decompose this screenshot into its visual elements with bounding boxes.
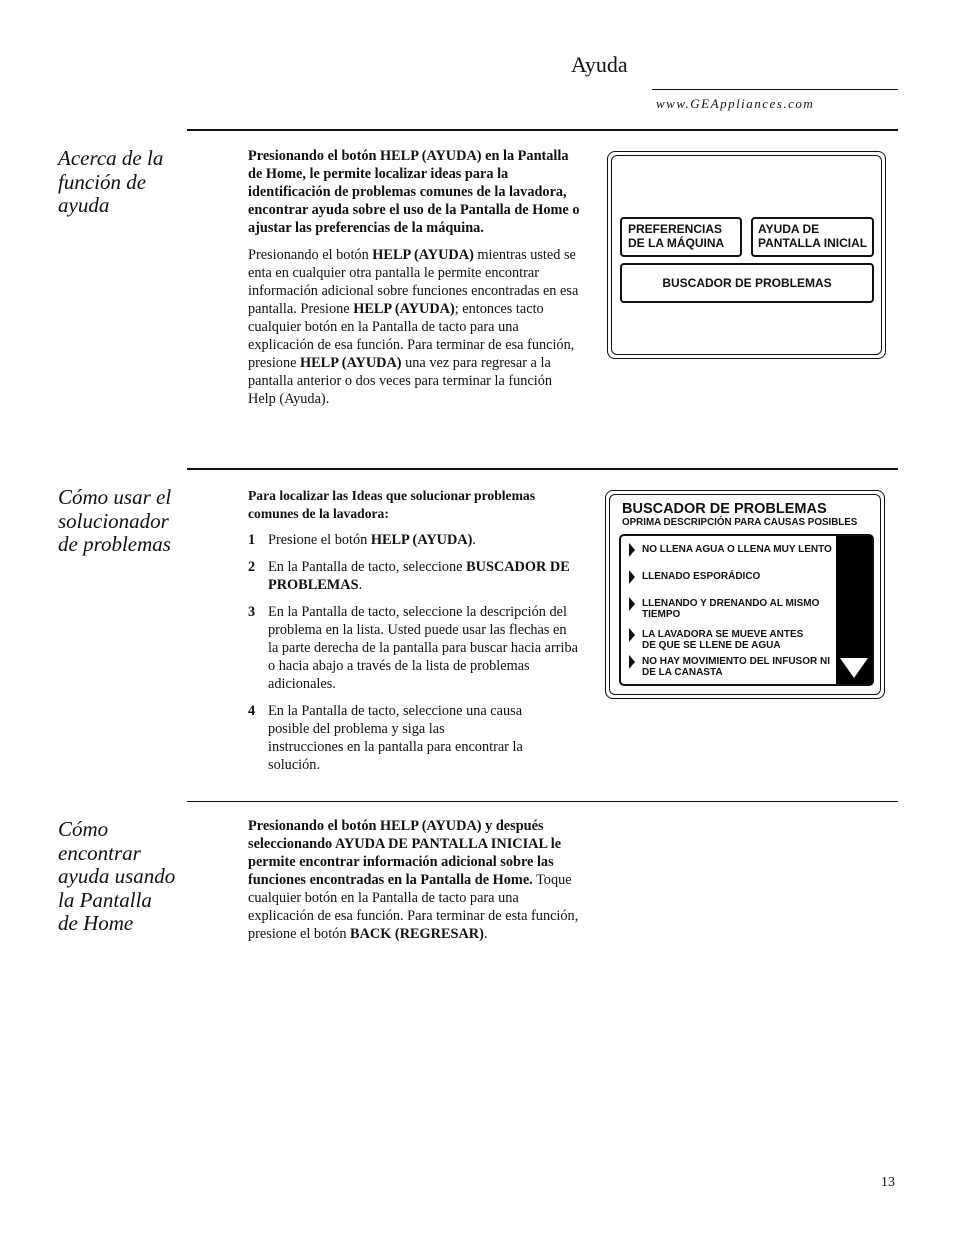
help-screen-illustration <box>607 151 886 359</box>
pointer-icon <box>629 543 635 557</box>
troubleshooter-steps <box>248 531 580 774</box>
section-divider-3 <box>187 801 898 802</box>
machine-preferences-button[interactable]: PREFERENCIAS DE LA MÁQUINA <box>620 217 742 257</box>
pointer-icon <box>629 570 635 584</box>
section-divider-2 <box>187 468 898 470</box>
page-number: 13 <box>881 1175 895 1190</box>
intro-paragraph: Presionando el botón HELP (AYUDA) en la Pantalla de Home, le permite localizar ideas para la identificación de problemas comunes de la lavadora, encontrar ayuda sobre el uso de la Pantalla de Home o ajustar las preferencias de la máquina. <box>248 148 580 236</box>
problem-list-item[interactable]: LA LAVADORA SE MUEVE ANTES DE QUE SE LLENE DE AGUA <box>621 625 836 649</box>
scroll-bar[interactable] <box>836 536 872 684</box>
pointer-icon <box>629 628 635 642</box>
problem-list <box>619 534 874 686</box>
section-body-home-help <box>248 817 580 952</box>
troubleshooter-screen-subtitle: OPRIMA DESCRIPCIÓN PARA CAUSAS POSIBLES <box>622 517 858 528</box>
section-body-help-function <box>248 147 580 417</box>
troubleshooter-screen-illustration <box>605 490 885 699</box>
home-help-paragraph: Presionando el botón HELP (AYUDA) y después seleccionando AYUDA DE PANTALLA INICIAL le permite encontrar información adicional sobre las funciones encontradas en la Pantalla de Home. Toque cualquier botón en la Pantalla de tacto para una explicación de esa función. Para terminar de esta función, presione el botón BACK (REGRESAR). <box>248 818 579 942</box>
step-item: 4 En la Pantalla de tacto, seleccione una causa posible del problema y siga las instrucciones en la pantalla para encontrar la solución. <box>248 703 523 773</box>
scroll-down-arrow-icon[interactable] <box>840 658 868 678</box>
troubleshooter-screen-title: BUSCADOR DE PROBLEMAS <box>622 501 827 517</box>
website-url: www.GEAppliances.com <box>656 96 815 111</box>
page-title: Ayuda <box>571 52 628 77</box>
home-screen-help-button[interactable]: AYUDA DE PANTALLA INICIAL <box>751 217 874 257</box>
section-heading-help-function: Acerca de la función de ayuda <box>58 146 164 217</box>
help-paragraph: Presionando el botón HELP (AYUDA) mientras usted se enta en cualquier otra pantalla le permite encontrar información adicional sobre funciones encontradas en esa pantalla. Presione HELP (AYUDA); entonces tacto cualquier botón en la Pantalla de tacto para una explicación de esa función. Para terminar de esa función, presione HELP (AYUDA) una vez para regresar a la pantalla anterior o dos veces para terminar la función Help (Ayuda). <box>248 247 579 407</box>
problem-list-item[interactable]: LLENADO ESPORÁDICO <box>621 567 836 587</box>
pointer-icon <box>629 655 635 669</box>
problem-list-item[interactable]: NO LLENA AGUA O LLENA MUY LENTO <box>621 540 836 560</box>
troubleshooter-intro: Para localizar las Ideas que solucionar problemas comunes de la lavadora: <box>248 488 535 521</box>
pointer-icon <box>629 597 635 611</box>
section-heading-troubleshooter: Cómo usar el solucionador de problemas <box>58 485 172 556</box>
step-item: 1 Presione el botón HELP (AYUDA). <box>248 532 476 548</box>
troubleshooter-button[interactable]: BUSCADOR DE PROBLEMAS <box>620 263 874 303</box>
section-divider-1 <box>187 129 898 131</box>
section-heading-home-help: Cómo encontrar ayuda usando la Pantalla de Home <box>58 817 176 935</box>
step-item: 2 En la Pantalla de tacto, seleccione BUSCADOR DE PROBLEMAS. <box>248 559 570 593</box>
step-item: 3 En la Pantalla de tacto, seleccione la descripción del problema en la lista. Usted puede usar las flechas en la parte derecha de la pantalla para buscar hacia arriba o hacia abajo a través de la lista de problemas adicionales. <box>248 604 578 692</box>
problem-list-item[interactable]: LLENANDO Y DRENANDO AL MISMO TIEMPO <box>621 594 836 618</box>
header-rule <box>652 89 898 90</box>
problem-list-item[interactable]: NO HAY MOVIMIENTO DEL INFUSOR NI DE LA CANASTA <box>621 652 836 678</box>
section-body-troubleshooter <box>248 487 580 783</box>
